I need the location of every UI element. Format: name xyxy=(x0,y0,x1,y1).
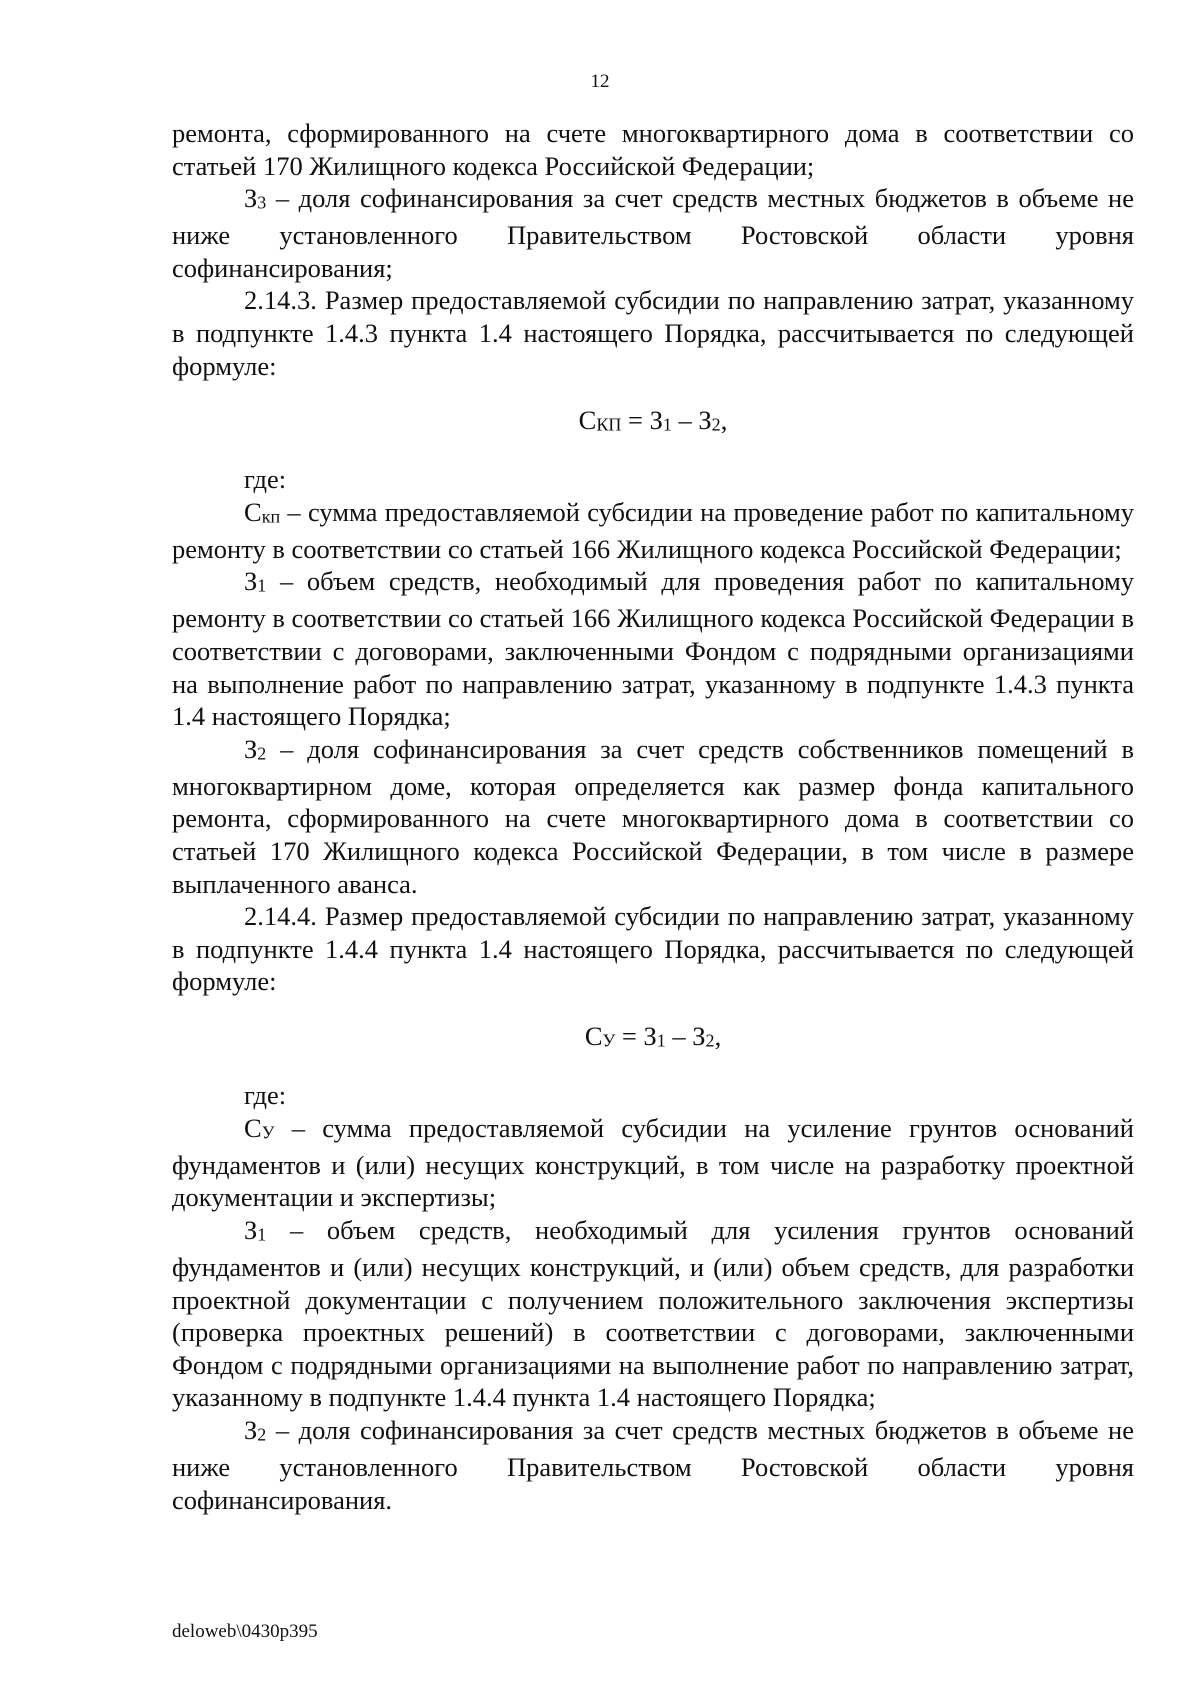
definition-text: – доля софинансирования за счет средств местных бюджетов в объеме не ниже установленного Правительством Ростовской области уровня софинансирования; xyxy=(172,183,1134,283)
paragraph-z2-definition-2 xyxy=(172,1414,1134,1516)
definition-text: – доля софинансирования за счет средств местных бюджетов в объеме не ниже установленного Правительством Ростовской области уровня софинансирования. xyxy=(172,1414,1134,1515)
document-footer-code: deloweb\0430p395 xyxy=(172,1621,318,1642)
formula-end: , xyxy=(720,405,728,436)
variable-symbol: З xyxy=(244,1414,258,1445)
formula-lhs-subscript: У xyxy=(602,1030,616,1051)
paragraph-2-14-4 xyxy=(172,900,1134,998)
variable-symbol: С xyxy=(244,496,262,527)
definition-text: – доля софинансирования за счет средств собственников помещений в многоквартирном доме, которая определяется как размер фонда капитального ремонта, сформированного на счете многоквартирного дома в соответствии со статьей 170 Жилищного кодекса Российской Федерации, в том числе в размере выплаченного аванса. xyxy=(172,733,1134,899)
variable-symbol: З xyxy=(244,183,258,214)
formula-minus: – З xyxy=(665,1021,706,1052)
definition-text: – объем средств, необходимый для проведения работ по капитальному ремонту в соответствии со статьей 166 Жилищного кодекса Российской Федерации в соответствии с договорами, заключенными Фондом с подрядными организациями на выполнение работ по направлению затрат, указанному в подпункте 1.4.3 пункта 1.4 настоящего Порядка; xyxy=(172,566,1134,732)
variable-subscript: 3 xyxy=(257,192,267,213)
variable-subscript: 1 xyxy=(257,1224,267,1245)
formula-minus: – З xyxy=(671,405,712,436)
variable-symbol: З xyxy=(244,733,258,764)
formula-subscript-1: 1 xyxy=(662,414,672,435)
definition-text: – объем средств, необходимый для усиления грунтов оснований фундаментов и (или) несущих конструкций, и (или) объем средств, для разработки проектной документации с получением положительного заключения экспертизы (проверка проектных решений) в соответствии с договорами, заключенными Фондом с подрядными организациями на выполнение работ по направлению затрат, указанному в подпункте 1.4.4 пункта 1.4 настоящего Порядка; xyxy=(172,1214,1134,1413)
paragraph-z2-definition xyxy=(172,733,1134,900)
paragraph-2-14-3 xyxy=(172,284,1134,382)
formula-equals: = З xyxy=(621,405,663,436)
formula-subscript-2: 2 xyxy=(705,1030,715,1051)
document-body xyxy=(172,117,1134,1516)
where-label: где: xyxy=(244,464,287,495)
formula-lhs: С xyxy=(584,1021,603,1052)
definition-text: – сумма предоставляемой субсидии на проведение работ по капитальному ремонту в соответствии со статьей 166 Жилищного кодекса Российской Федерации; xyxy=(172,496,1134,564)
where-label: где: xyxy=(244,1080,287,1111)
formula-ckp xyxy=(172,404,1134,441)
variable-subscript: У xyxy=(261,1122,275,1143)
paragraph-z1-definition-2 xyxy=(172,1214,1134,1414)
variable-symbol: З xyxy=(244,566,258,597)
paragraph-text: 2.14.4. Размер предоставляемой субсидии по направлению затрат, указанному в подпункте 1.4.4 пункта 1.4 настоящего Порядка, рассчитывается по следующей формуле: xyxy=(172,901,1134,997)
paragraph-ckp-definition xyxy=(172,496,1134,566)
variable-symbol: З xyxy=(244,1214,258,1245)
paragraph-text: 2.14.3. Размер предоставляемой субсидии по направлению затрат, указанному в подпункте 1.4.3 пункта 1.4 настоящего Порядка, рассчитывается по следующей формуле: xyxy=(172,285,1134,381)
variable-subscript: 2 xyxy=(257,1424,267,1445)
paragraph-z3-definition xyxy=(172,182,1134,284)
paragraph-text: ремонта, сформированного на счете многоквартирного дома в соответствии со статьей 170 Жилищного кодекса Российской Федерации; xyxy=(172,118,1134,181)
variable-subscript: кп xyxy=(261,506,281,527)
paragraph-continuation xyxy=(172,117,1134,182)
formula-equals: = З xyxy=(615,1021,657,1052)
variable-subscript: 2 xyxy=(257,743,267,764)
formula-subscript-2: 2 xyxy=(711,414,721,435)
variable-symbol: С xyxy=(244,1112,262,1143)
paragraph-cy-definition xyxy=(172,1112,1134,1214)
formula-end: , xyxy=(714,1021,722,1052)
formula-cy xyxy=(172,1020,1134,1057)
paragraph-z1-definition xyxy=(172,565,1134,732)
formula-subscript-1: 1 xyxy=(656,1030,666,1051)
page-number: 12 xyxy=(590,71,610,92)
formula-lhs-subscript: КП xyxy=(596,414,622,435)
variable-subscript: 1 xyxy=(257,575,267,596)
definition-text: – сумма предоставляемой субсидии на усиление грунтов оснований фундаментов и (или) несущих конструкций, в том числе на разработку проектной документации и экспертизы; xyxy=(172,1112,1134,1213)
formula-lhs: С xyxy=(578,405,597,436)
